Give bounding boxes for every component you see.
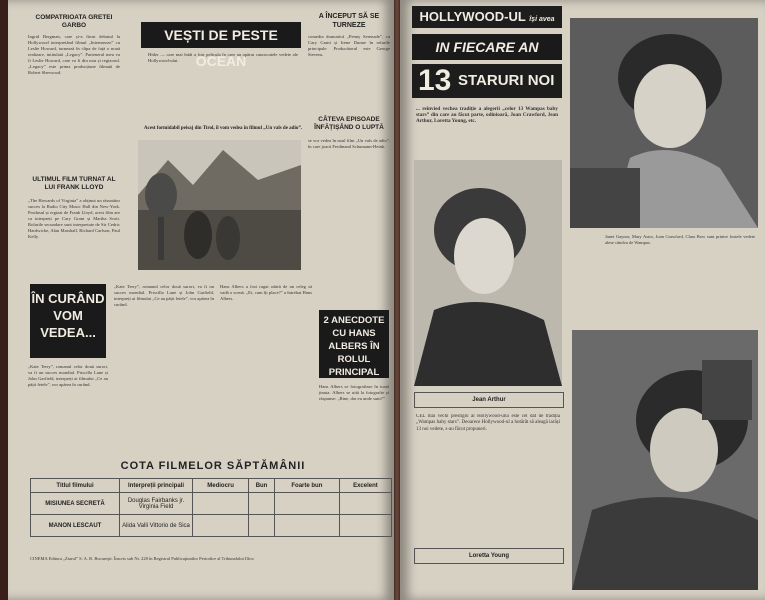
col3-body: comedia dramatică „Penny Serenade”, cu Cary Grant și Irene Dunne în rolurile principale. Producătorul este George Stevens. bbox=[308, 34, 390, 57]
cota-header-mediocru: Mediocru bbox=[193, 479, 249, 493]
in-curand-body: „Kate Terry”, romanul celor două surori, va fi un succes mondial. Priscilla Lane și John Garfield, interpreți ai filmului „Ce au pățit fetele”, vor apărea în curând. bbox=[28, 364, 108, 387]
cota-header-actors: Interpreții principali bbox=[120, 479, 193, 493]
intro-text: ... reînvied vechea tradiție a alegerii „celor 13 Wampas baby stars” din care au făcut parte, odinioară, Joan Crawford, Jean Arthur, Loretta Young, etc. bbox=[416, 106, 558, 124]
jean-arthur-image bbox=[414, 160, 562, 386]
col2-body: Hitler — care mai întâi a fost pelicula în care au apărut cunoscutele vedete ale Hollywood-ului. bbox=[148, 52, 298, 63]
in-curand-title: ÎN CURÂND VOM VEDEA... bbox=[30, 284, 106, 358]
cota-title: COTA FILMELOR SĂPTĂMÂNII bbox=[120, 460, 306, 472]
hollywood-banner bbox=[412, 6, 562, 28]
right-page bbox=[400, 0, 765, 600]
landscape-image bbox=[138, 140, 301, 270]
film-actors: Alida Valli Vittorio de Sica bbox=[120, 515, 193, 537]
right-body-text: CEL mai vechi prestigiu al Hollywood-ului este cel dat de tradiția „Wampas baby stars”. Deoarece Hollywood-ul a hotărât să aleagă iarăși 13 noi vedete, s-au făcut propuneri. bbox=[416, 414, 560, 432]
mid-column-b: Hans Albers a fost rugat odată de un celeg să vadă o scenă. „Ei, cum îți place?” a întrebat Hans Albers. bbox=[220, 284, 312, 301]
photo-caption: Acest formidabil peisaj din Tirol, îl vom vedea în filmul „Un vals de adio”. bbox=[143, 126, 303, 131]
col1-heading-2: ULTIMUL FILM TURNAT AL LUI FRANK LLOYD bbox=[32, 176, 116, 191]
portrait-image bbox=[570, 18, 758, 228]
actress-photo-top bbox=[570, 18, 758, 228]
table-row bbox=[31, 515, 392, 537]
vesti-title: VEȘTI DE PESTE OCEAN bbox=[141, 22, 301, 48]
col1-body: Ingrid Bergman, care și-a făcut debutul la Hollywood interpretând filmul „Intermezzo” cu Leslie Howard, turnează în clipa de față o nouă realizare, intitulată „Legacy”. Partenerul meu va fi Leslie Howard, care va fi din nou și regizorul. „Legacy” este prima producțiune filmată de Robert Sherwood. bbox=[28, 34, 120, 75]
film-actors: Douglas Fairbanks jr. Virginia Field bbox=[120, 493, 193, 515]
loretta-young-photo bbox=[572, 330, 758, 590]
staruri-banner bbox=[412, 64, 562, 98]
table-row bbox=[31, 493, 392, 515]
right-column-text: Janet Gaynor, Mary Astor, Joan Crawford, Clara Bow sunt printre fostele vedete alese cândva de Wampas. bbox=[605, 234, 755, 245]
col1-heading: COMPATRIOATA GRETEI GARBO bbox=[35, 14, 113, 29]
col3-heading-2: CÂTEVA EPISOADE ÎNFĂȚIȘÂND O LUPTĂ bbox=[314, 116, 384, 131]
mid-column-a: „Kate Terry”, romanul celor două surori, va fi un succes mondial. Priscilla Lane și John Garfield, interpreți ai filmului „Ce au pățit fetele”, vor apărea în curând. bbox=[114, 284, 214, 307]
cota-header-foarte-bun: Foarte bun bbox=[274, 479, 339, 493]
left-page bbox=[8, 0, 394, 600]
tyrol-landscape-photo bbox=[138, 140, 301, 270]
hollywood-sub: își avea bbox=[529, 16, 555, 23]
col3-heading: A ÎNCEPUT SĂ SE TURNEZE bbox=[318, 13, 380, 29]
caption-jean-arthur: Jean Arthur bbox=[414, 392, 564, 408]
hollywood-label: HOLLYWOOD-UL bbox=[419, 9, 526, 24]
cota-table bbox=[30, 478, 392, 537]
cota-header-title: Titlul filmului bbox=[31, 479, 120, 493]
cota-header-excelent: Excelent bbox=[339, 479, 391, 493]
col3-body-2: se vor vedea în noul film „Un vals de adio”, în care joacă Ferdinand Schumann-Heink. bbox=[308, 138, 390, 149]
film-title: MANON LESCAUT bbox=[31, 515, 120, 537]
number-13: 13 bbox=[418, 64, 452, 97]
loretta-young-image bbox=[572, 330, 758, 590]
jean-arthur-photo bbox=[414, 160, 562, 386]
col1-body-2: „The Howards of Virginia” a obținut un răsunător succes la Radio City Music Hall din New-York. Produsul și regizat de Frank Lloyd, acest film are ca interpreți pe Cary Grant și Martha Scott. Rolurile secundare sunt interpretate de Sir Cedric Hardwicke, Alan Marshall, Richard Carlson, Paul Kelly. bbox=[28, 198, 120, 239]
footer-imprint: CINEMA Editura „Ziarul” S. A. R. Bucureşti. Înscris sub Nr. 228 în Registrul Publicaţiunilor Periodice al Tribunalului Ilfov. bbox=[30, 556, 255, 561]
staruri-noi: STARURI NOI bbox=[458, 72, 555, 89]
anecdote-body: Hans Albers se fotografiase în toată ținuta. Albers se uită la fotografie și răspunse: „Bine, dar eu unde sunt?” bbox=[319, 384, 389, 401]
cota-header-bun: Bun bbox=[249, 479, 275, 493]
in-fiecare-an: IN FIECARE AN bbox=[412, 34, 562, 60]
film-title: MISIUNEA SECRETĂ bbox=[31, 493, 120, 515]
anecdote-title: 2 ANECDOTE CU HANS ALBERS ÎN ROLUL PRINCIPAL bbox=[319, 310, 389, 378]
caption-loretta-young: Loretta Young bbox=[414, 548, 564, 564]
